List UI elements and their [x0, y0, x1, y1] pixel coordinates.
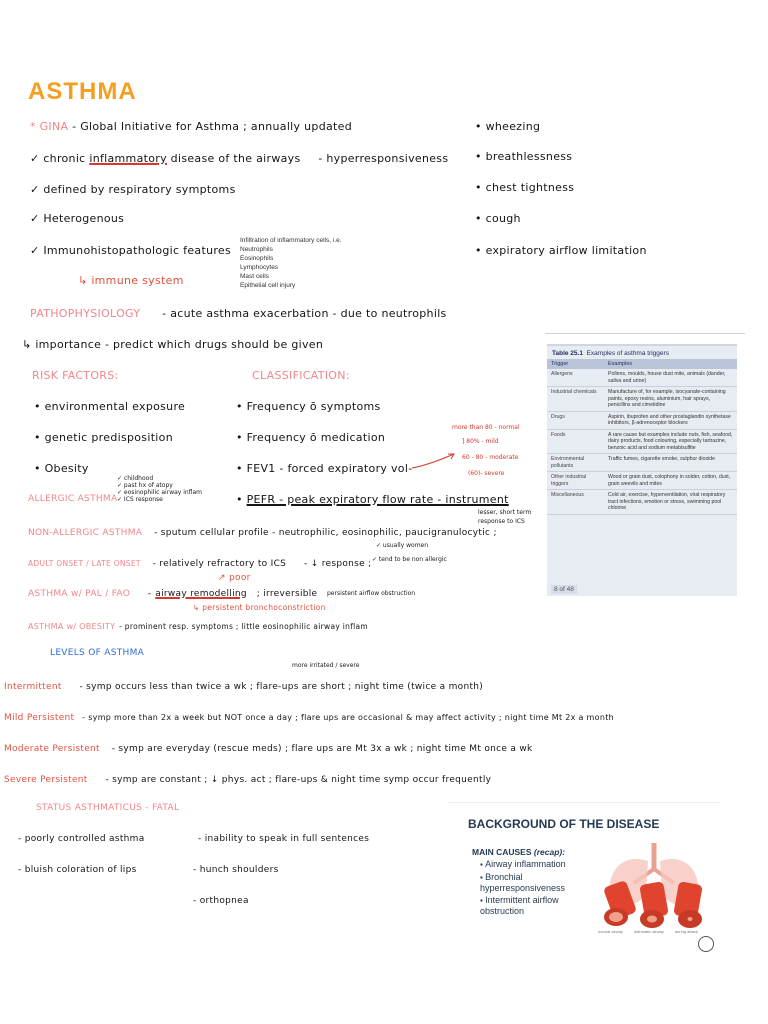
pal-sub-note: ↳ persistent bronchoconstriction — [193, 603, 326, 612]
check-icon: ✓ — [30, 244, 40, 257]
symptom-text: breathlessness — [485, 150, 573, 163]
obesity-line — [28, 619, 368, 632]
definition-symptoms — [30, 183, 236, 196]
nonallergic-line — [28, 525, 497, 538]
table-row — [547, 472, 737, 490]
pefr-note: response to ICS — [478, 518, 525, 525]
allergic-asthma-heading: ALLERGIC ASTHMA — [28, 494, 118, 504]
adult-note: ✓ usually women — [376, 542, 429, 549]
table-row — [547, 429, 737, 454]
table-cell: Drugs — [547, 411, 604, 429]
table-number: Table 25.1 — [552, 350, 583, 357]
gina-line — [30, 120, 352, 133]
check-icon: ✓ — [30, 152, 40, 165]
adult-onset-line — [28, 556, 371, 569]
status-item: - orthopnea — [193, 896, 249, 906]
fev-note: 60 - 80 - moderate — [462, 454, 519, 461]
risk-factors-heading: RISK FACTORS: — [32, 369, 119, 382]
lungs-airway-illustration — [594, 839, 714, 929]
def-text: Immunohistopathologic features — [43, 244, 232, 257]
slide-list-item: ▪ Airway inflammation — [480, 859, 575, 870]
table-cell: Allergens — [547, 369, 604, 387]
table-cell: Wood or grain dust, colophony in solder, cotton, dust, grain weevils and mites — [604, 472, 737, 490]
level-row — [4, 710, 614, 723]
adult-onset-heading: ADULT ONSET / LATE ONSET — [28, 559, 141, 568]
pal-note: persistent airflow obstruction — [327, 590, 416, 597]
infiltration-item: Epithelial cell injury — [240, 282, 296, 289]
adult-note: ✓ tend to be non allergic — [372, 556, 447, 563]
symptom-text: chest tightness — [485, 181, 575, 194]
pal-highlight: airway remodelling — [155, 589, 247, 599]
slide-captions — [598, 929, 708, 934]
pefr-note: lesser, short term — [478, 509, 532, 516]
status-item: - hunch shoulders — [193, 865, 279, 875]
level-text: - symp more than 2x a week but NOT once a day ; flare ups are occasional & may affect activity ; night time Mt 2x a month — [82, 713, 615, 722]
level-text: - symp are everyday (rescue meds) ; flare ups are Mt 3x a wk ; night time Mt once a wk — [111, 744, 533, 754]
table-cell: Pollens, moulds, house dust mite, animals (dander, saliva and urine) — [604, 369, 737, 387]
level-label: Severe Persistent — [4, 775, 88, 785]
page-title: ASTHMA — [28, 78, 137, 105]
allergic-note: ✓ ICS response — [117, 496, 163, 503]
poor-note: ↗ poor — [218, 573, 251, 583]
symptom-item: • wheezing — [475, 120, 541, 133]
slide-title: BACKGROUND OF THE DISEASE — [468, 817, 660, 831]
slide-caption: during attack — [674, 929, 698, 934]
table-header: Trigger — [547, 359, 604, 369]
table-cell: A rare cause but examples include nuts, fish, seafood, dairy products, food colouring, especially tartrazine, benzoic acid and sodium metabisulfite — [604, 429, 737, 454]
risk-item: • Obesity — [34, 462, 89, 475]
nonallergic-heading: NON-ALLERGIC ASTHMA — [28, 528, 143, 538]
adult-onset-text: - relatively refractory to ICS — [152, 559, 287, 569]
infiltration-item: Eosinophils — [240, 255, 274, 262]
table-header: Examples — [604, 359, 737, 369]
slide-list-item: ▪ Intermittent airflow obstruction — [480, 895, 575, 916]
table-caption-text: Examples of asthma triggers — [586, 350, 669, 357]
poor-text: poor — [229, 573, 251, 583]
status-item: - bluish coloration of lips — [18, 865, 137, 875]
risk-text: environmental exposure — [44, 400, 186, 413]
gina-text: - Global Initiative for Asthma ; annually updated — [72, 120, 352, 133]
table-cell: Manufacture of, for example, isocyanate-containing paints, epoxy resins, aluminium, hair sprays, penicillins and cimetidine — [604, 387, 737, 412]
definition-chronic — [30, 152, 448, 165]
def-text: Heterogenous — [43, 212, 125, 225]
pal-text: ; irreversible — [256, 589, 318, 599]
classification-item: • FEV1 - forced expiratory vol- — [236, 462, 413, 475]
table-cell: Industrial chemicals — [547, 387, 604, 412]
level-row — [4, 772, 491, 785]
table-cell: Environmental pollutants — [547, 454, 604, 472]
symptom-text: wheezing — [485, 120, 541, 133]
definition-immuno — [30, 244, 231, 257]
risk-item: • genetic predisposition — [34, 431, 173, 444]
level-text: - symp are constant ; ↓ phys. act ; flare-ups & night time symp occur frequently — [105, 775, 492, 785]
symptom-item: • breathlessness — [475, 150, 573, 163]
risk-item: • environmental exposure — [34, 400, 186, 413]
allergic-notes — [117, 475, 202, 503]
pathophysiology-line — [30, 307, 447, 320]
table-cell: Foods — [547, 429, 604, 454]
infiltration-item: Infiltration of inflammatory cells, i.e. — [240, 237, 342, 244]
slide-list — [480, 859, 575, 918]
risk-text: genetic predisposition — [44, 431, 173, 444]
level-label: Mild Persistent — [4, 713, 75, 723]
divider — [545, 333, 745, 334]
symptom-item: • chest tightness — [475, 181, 575, 194]
status-item: - inability to speak in full sentences — [198, 834, 370, 844]
table-header-row — [547, 359, 737, 369]
fev-note: ] 80% - mild — [462, 438, 499, 445]
obesity-heading: ASTHMA w/ OBESITY — [28, 622, 116, 631]
allergic-note: ✓ eosinophilic airway inflam — [117, 489, 203, 496]
def-highlight: inflammatory — [89, 152, 167, 165]
table-row — [547, 454, 737, 472]
pal-heading: ASTHMA w/ PAL / FAO — [28, 589, 131, 599]
slide-subtitle-italic: (recap): — [533, 847, 566, 857]
slide-list-item: ▪ Bronchial hyperresponsiveness — [480, 872, 575, 893]
levels-note: more irritated / severe — [292, 662, 360, 669]
nonallergic-text: - sputum cellular profile - neutrophilic, eosinophilic, paucigranulocytic ; — [154, 528, 497, 538]
fev-note: (60)- severe — [468, 470, 505, 477]
def-extra: - hyperresponsiveness — [318, 152, 449, 165]
infiltration-item: Lymphocytes — [240, 264, 279, 271]
level-label: Intermittent — [4, 682, 62, 692]
page-indicator: 8 of 48 — [551, 585, 577, 594]
classification-text: PEFR - peak expiratory flow rate - instrument — [246, 493, 509, 506]
background-slide — [448, 802, 720, 945]
table-cell: Traffic fumes, cigarette smoke, sulphur dioxide — [604, 454, 737, 472]
symptom-item: • cough — [475, 212, 521, 225]
status-item: - poorly controlled asthma — [18, 834, 145, 844]
classification-item: • PEFR - peak expiratory flow rate - instrument — [236, 493, 509, 506]
pal-line — [28, 586, 317, 599]
classification-text: Frequency ō medication — [246, 431, 386, 444]
table-cell: Aspirin, ibuprofen and other prostaglandin synthetase inhibitors, β-adrenoceptor blockers — [604, 411, 737, 429]
def-text: chronic — [43, 152, 90, 165]
level-row — [4, 679, 483, 692]
definition-heterogenous — [30, 212, 124, 225]
triggers-table — [547, 359, 737, 515]
infiltration-item: Neutrophils — [240, 246, 273, 253]
classification-text: Frequency ō symptoms — [246, 400, 381, 413]
classification-item: • Frequency ō symptoms — [236, 400, 381, 413]
obesity-text: - prominent resp. symptoms ; little eosinophilic airway inflam — [119, 622, 369, 631]
table-cell: Other industrial triggers — [547, 472, 604, 490]
slide-subtitle-text: MAIN CAUSES — [472, 847, 532, 857]
slide-caption: normal airway — [598, 929, 623, 934]
symptom-item: • expiratory airflow limitation — [475, 244, 647, 257]
immune-system-note: ↳ immune system — [78, 274, 184, 287]
fev-note: more than 80 - normal — [452, 424, 520, 431]
risk-text: Obesity — [44, 462, 89, 475]
pathophysiology-heading: PATHOPHYSIOLOGY — [30, 307, 141, 320]
classification-heading: CLASSIFICATION: — [252, 369, 350, 382]
level-row — [4, 741, 533, 754]
table-row — [547, 369, 737, 387]
table-cell: Miscellaneous — [547, 490, 604, 515]
asthma-triggers-table — [547, 344, 737, 596]
infiltration-list — [240, 236, 342, 290]
slide-caption: asthmatic airway — [634, 929, 664, 934]
school-logo-icon — [698, 936, 714, 952]
symptom-text: expiratory airflow limitation — [485, 244, 647, 257]
table-caption — [547, 346, 737, 359]
gina-label: * GINA — [30, 120, 69, 133]
symptom-text: cough — [485, 212, 521, 225]
check-icon: ✓ — [30, 212, 40, 225]
table-row — [547, 490, 737, 515]
status-asthmaticus-heading: STATUS ASTHMATICUS - FATAL — [36, 803, 180, 813]
level-label: Moderate Persistent — [4, 744, 100, 754]
table-row — [547, 387, 737, 412]
def-text: disease of the airways — [166, 152, 301, 165]
classification-text: FEV1 - forced expiratory vol- — [246, 462, 413, 475]
check-icon: ✓ — [30, 183, 40, 196]
arrow-icon — [410, 452, 458, 472]
allergic-note: ✓ childhood — [117, 475, 154, 482]
slide-subtitle — [472, 847, 565, 857]
allergic-note: ✓ past hx of atopy — [117, 482, 173, 489]
level-text: - symp occurs less than twice a wk ; flare-ups are short ; night time (twice a month) — [79, 682, 484, 692]
pathophysiology-text: - acute asthma exacerbation - due to neutrophils — [162, 307, 447, 320]
adult-onset-response: - ↓ response ; — [303, 559, 372, 569]
infiltration-item: Mast cells — [240, 273, 269, 280]
def-text: defined by respiratory symptoms — [43, 183, 236, 196]
pal-dash: - — [147, 589, 152, 599]
table-cell: Cold air, exercise, hyperventilation, viral respiratory tract infections, emotion or stress, swimming pool chlorine — [604, 490, 737, 515]
importance-note: ↳ importance - predict which drugs should be given — [22, 338, 324, 351]
levels-heading: LEVELS OF ASTHMA — [50, 648, 145, 658]
table-row — [547, 411, 737, 429]
classification-item: • Frequency ō medication — [236, 431, 386, 444]
